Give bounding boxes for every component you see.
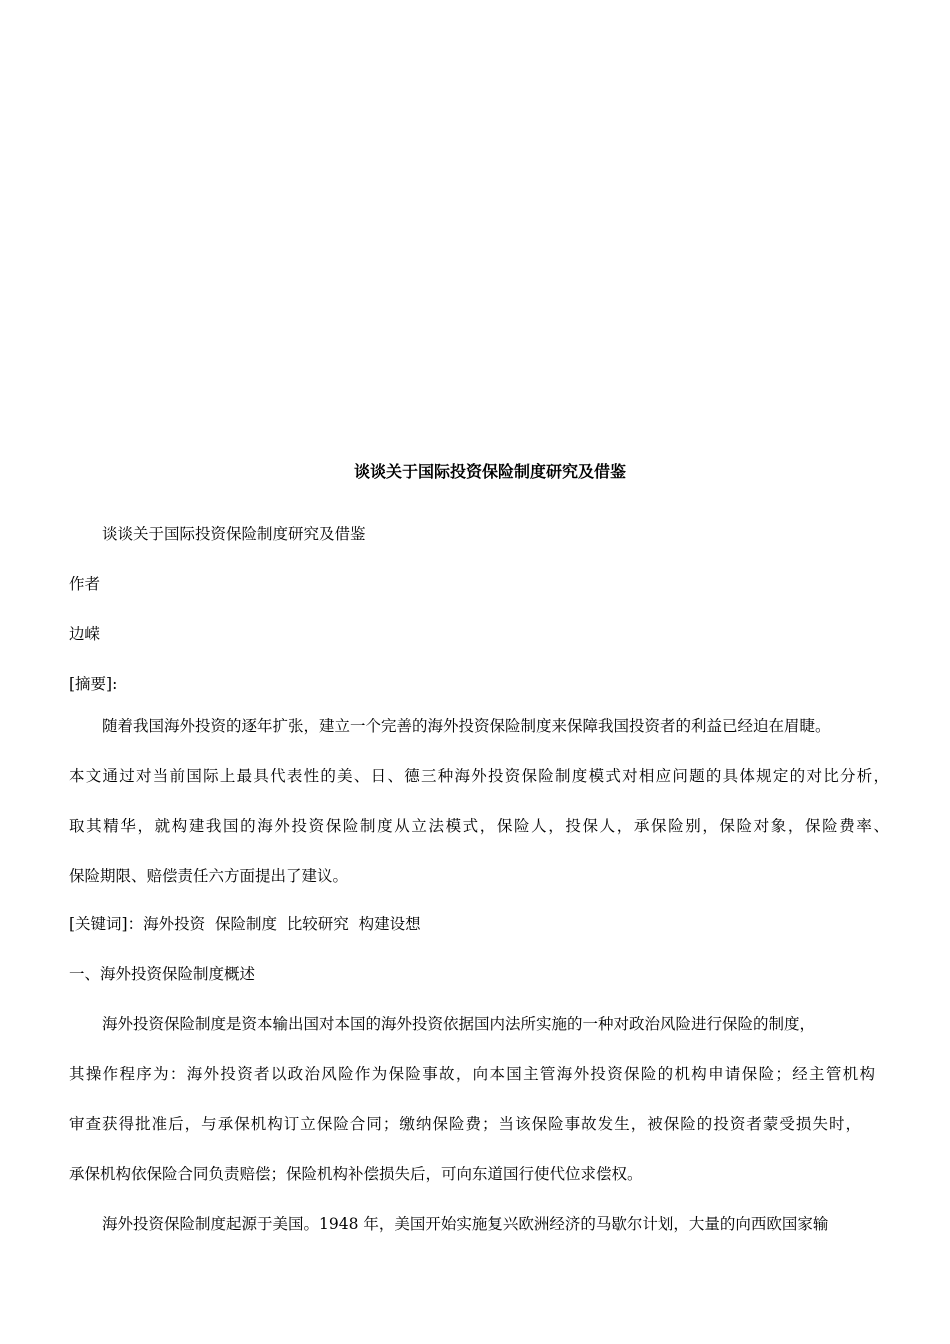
author-name: 边嵘: [69, 625, 101, 643]
document-title: 谈谈关于国际投资保险制度研究及借鉴: [353, 462, 626, 481]
abstract-line: 保险期限、赔偿责任六方面提出了建议。: [69, 867, 349, 885]
section-heading: 一、海外投资保险制度概述: [69, 965, 256, 983]
abstract-line: 本文通过对当前国际上最具代表性的美、日、德三种海外投资保险制度模式对相应问题的具体规定的对比分析，: [69, 767, 889, 785]
abstract-label: [摘要]:: [69, 675, 118, 693]
author-label: 作者: [69, 575, 101, 593]
paragraph-line: 承保机构依保险合同负责赔偿；保险机构补偿损失后，可向东道国行使代位求偿权。: [69, 1165, 643, 1183]
paragraph-line: 审查获得批准后，与承保机构订立保险合同；缴纳保险费；当该保险事故发生，被保险的投资者蒙受损失时，: [69, 1115, 861, 1133]
paragraph-line: 海外投资保险制度起源于美国。1948 年，美国开始实施复兴欧洲经济的马歇尔计划，大量的向西欧国家输: [102, 1215, 829, 1233]
document-subtitle: 谈谈关于国际投资保险制度研究及借鉴: [102, 525, 366, 543]
keywords-line: [关键词]：海外投资 保险制度 比较研究 构建设想: [69, 915, 421, 933]
abstract-line: 随着我国海外投资的逐年扩张，建立一个完善的海外投资保险制度来保障我国投资者的利益已经迫在眉睫。: [102, 717, 831, 735]
paragraph-line: 其操作程序为：海外投资者以政治风险作为保险事故，向本国主管海外投资保险的机构申请保险；经主管机构: [69, 1065, 875, 1083]
abstract-line: 取其精华，就构建我国的海外投资保险制度从立法模式，保险人，投保人，承保险别，保险对象，保险费率、: [69, 817, 889, 835]
paragraph-line: 海外投资保险制度是资本输出国对本国的海外投资依据国内法所实施的一种对政治风险进行保险的制度，: [102, 1015, 816, 1033]
